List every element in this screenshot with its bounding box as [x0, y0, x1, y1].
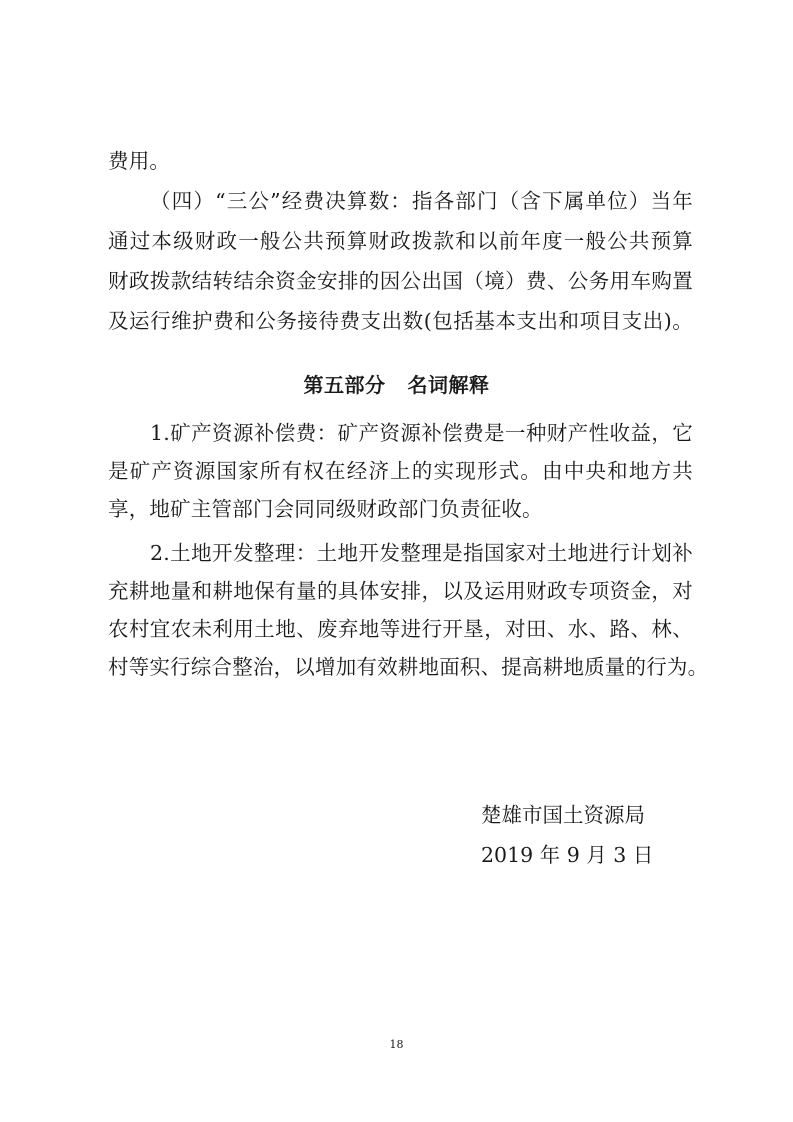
san-gong-paragraph-line-2: 通过本级财政一般公共预算财政拨款和以前年度一般公共预算: [108, 229, 693, 253]
term-2-line-2: 充耕地量和耕地保有量的具体安排，以及运用财政专项资金，对: [108, 579, 693, 603]
term-2-line-3: 农村宜农未利用土地、废弃地等进行开垦，对田、水、路、林、: [108, 617, 693, 641]
term-1-line-1: 1.矿产资源补偿费：矿产资源补偿费是一种财产性收益，它: [150, 421, 693, 445]
term-1-line-3: 享，地矿主管部门会同同级财政部门负责征收。: [108, 497, 543, 521]
san-gong-paragraph-line-1: （四）“三公”经费决算数：指各部门（含下属单位）当年: [150, 189, 693, 213]
paragraph-continuation-line: 费用。: [108, 149, 171, 173]
term-2-line-4: 村等实行综合整治，以增加有效耕地面积、提高耕地质量的行为。: [108, 655, 709, 679]
san-gong-paragraph-line-3: 财政拨款结转结余资金安排的因公出国（境）费、公务用车购置: [108, 269, 693, 293]
san-gong-paragraph-line-4: 及运行维护费和公务接待费支出数(包括基本支出和项目支出)。: [108, 309, 693, 333]
term-1-line-2: 是矿产资源国家所有权在经济上的实现形式。由中央和地方共: [108, 459, 693, 483]
signature-date: 2019 年 9 月 3 日: [481, 843, 654, 867]
page-number: 18: [389, 1038, 404, 1051]
signature-organization: 楚雄市国土资源局: [481, 803, 645, 827]
term-2-line-1: 2.土地开发整理：土地开发整理是指国家对土地进行计划补: [150, 541, 693, 565]
section-heading: [0, 370, 793, 400]
section-heading-title: 名词解释: [407, 373, 490, 397]
section-heading-part: 第五部分: [303, 373, 386, 397]
